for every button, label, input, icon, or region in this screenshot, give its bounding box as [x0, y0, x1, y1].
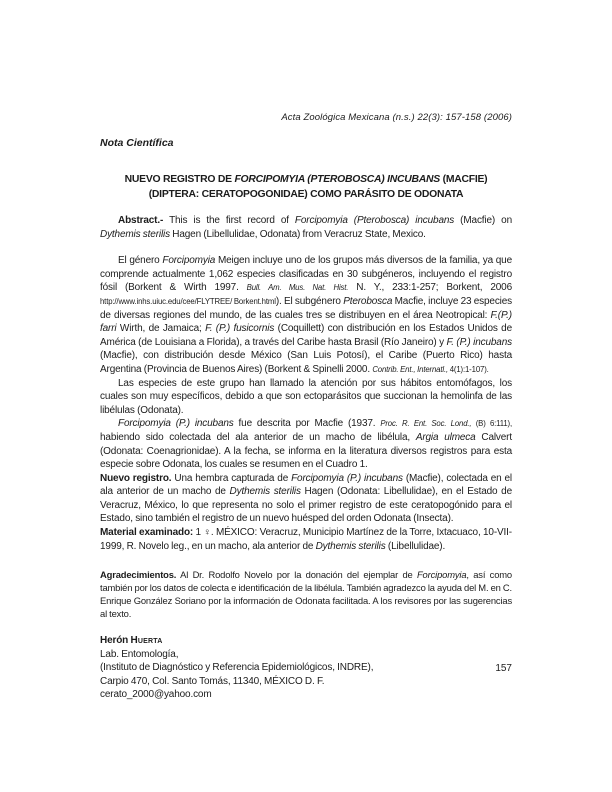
text-run: NUEVO REGISTRO DE [124, 174, 235, 185]
text-run: http://www.inhs.uiuc.edu/cee/FLYTREE/ Borkent.html [100, 296, 276, 306]
text-run: El género [118, 255, 163, 267]
text-run: (Libellulidae). [385, 540, 446, 552]
text-run: F. (P.) fusicornis [205, 323, 275, 335]
text-run: Hagen (Odonata: Libellulidae), en el Estado de Veracruz, México, lo que representa no solo el primer registro de este ceratopogónido para el Estado, sino también el registro de un nuevo huésped del orden Odonata (Insecta). [100, 486, 512, 525]
author-email [100, 688, 512, 702]
text-run: Herón [100, 635, 131, 647]
text-run: 1 ♀. MÉXICO: Veracruz, Municipio Martínez de la Torre, Ixtacuaco, 10-VII-1999, R. Novelo leg., en un macho, ala anterior de [100, 527, 512, 552]
text-run: Lab. Entomología, [100, 648, 179, 660]
text-column [100, 111, 512, 702]
section-label: Nota Científica [100, 137, 174, 149]
text-run: (MACFIE) [439, 174, 488, 185]
journal-citation-header: Acta Zoológica Mexicana (n.s.) 22(3): 157-158 (2006) [281, 112, 512, 123]
text-run: Forcipomyia (P.) incubans [118, 418, 234, 430]
acknowledgements [100, 568, 512, 620]
text-run: ). El subgénero [275, 295, 344, 307]
text-run: F. (P.) incubans [446, 336, 512, 348]
text-run: Al Dr. Rodolfo Novelo por la donación del ejemplar de [176, 569, 417, 581]
text-run: (Macfie) on [454, 215, 512, 226]
page-number: 157 [495, 663, 512, 674]
text-run: (Instituto de Diagnóstico y Referencia Epidemiológicos, INDRE), [100, 662, 374, 674]
text-run: Dythemis sterilis [315, 540, 386, 552]
text-run: Carpio 470, Col. Santo Tomás, 11340, MÉXICO D. F. [100, 675, 325, 687]
text-run: Forcipomyia [162, 255, 216, 267]
text-run: FORCIPOMYIA (PTEROBOSCA) INCUBANS [234, 174, 440, 185]
text-run: Bull. Am. Mus. Nat. Hist. [246, 283, 349, 293]
text-run: Argia ulmeca [415, 431, 476, 443]
paragraph-descripcion-macfie [100, 417, 512, 471]
text-run: Calvert (Odonata: Coenagrionidae). A la fecha, se informa en la literatura diversos registros para esta especie sobre Odonata, los cuales se resumen en el Cuadro 1. [100, 431, 512, 471]
text-run: Huerta [130, 635, 163, 647]
text-run: 4(1):1-107). [448, 364, 489, 374]
text-run: fue descrita por Macfie (1937. [233, 418, 381, 430]
article-title-line-2 [100, 187, 512, 202]
text-run: Material examinado: [100, 527, 194, 539]
article-title [100, 172, 512, 202]
text-run: Agradecimientos. [100, 569, 177, 581]
paragraph-nuevo-registro [100, 472, 512, 526]
text-run: (Coquillett) con distribución en los Estados Unidos de América (de Louisiana a Florida), a través del Caribe hasta Brasil (Río Janeiro) y [100, 323, 512, 348]
text-run: N. Y., 233:1-257; Borkent, 2006 [348, 282, 512, 294]
text-run: Meigen incluye uno de los grupos más diversos de la familia, ya que comprende actualmente 1,062 especies clasificadas en 30 subgéneros, incluyendo el registro fósil (Borkent & Wirth 1997. [100, 255, 512, 294]
author-address [100, 675, 512, 689]
article-title-line-1 [100, 172, 512, 187]
paragraph-genus-forcipomyia [100, 254, 512, 376]
text-run: Nuevo registro. [100, 472, 172, 484]
text-run: , así como también por los datos de colecta e identificación de la libélula. También agradezco la ayuda del M. en C. Enrique González Soriano por la información de Odonata facilitada. A los revisores por las sugerencias al texto. [100, 569, 512, 620]
text-run: Wirth, de Jamaica; [116, 323, 206, 335]
abstract [100, 214, 512, 241]
text-run: (Macfie), con distribución desde México (San Luis Potosí), el Caribe (Puerto Rico) hasta Argentina (Provincia de Buenos Aires) (Borkent & Spinelli 2000. [100, 350, 512, 375]
text-run: cerato_2000@yahoo.com [100, 689, 212, 701]
text-run: Abstract.- [118, 215, 164, 226]
text-run: This is the first record of [163, 215, 295, 226]
text-run: Contrib. Ent., Internatl., [372, 364, 448, 374]
text-run: (DIPTERA: CERATOPOGONIDAE) COMO PARÁSITO DE ODONATA [148, 189, 464, 200]
text-run: (B) 6:111), [471, 419, 513, 429]
text-run: Las especies de este grupo han llamado la atención por sus hábitos entomófagos, los cuales son muy específicos, debido a que son ectoparásitos que succionan la hemolinfa de las libélulas (Odonata). [100, 377, 512, 416]
text-run: habiendo sido colectada del ala anterior de un macho de libélula, [100, 431, 416, 443]
text-run: (Macfie), colectada en el ala anterior de un macho de [100, 472, 512, 498]
text-run: Forcipomyia (Pterobosca) incubans [294, 215, 455, 226]
text-run: F.(P.) farri [100, 309, 512, 335]
text-run: Proc. R. Ent. Soc. Lond., [380, 419, 472, 429]
text-run: Una hembra capturada de [171, 472, 292, 484]
text-run: Forcipomyia [416, 569, 467, 581]
author-lab [100, 648, 512, 662]
text-run: Macfie, incluye 23 especies de diversas regiones del mundo, de las cuales tres se distribuyen en el área Neotropical: [100, 295, 513, 321]
text-run: Dythemis sterilis [229, 486, 301, 498]
author-name [100, 634, 512, 648]
article-body [100, 214, 512, 702]
text-run: Hagen (Libellulidae, Odonata) from Veracruz State, Mexico. [169, 228, 426, 240]
text-run: Forcipomyia (P.) incubans [291, 472, 403, 484]
text-run: Dythemis sterilis [100, 228, 170, 240]
paragraph-material-examinado [100, 526, 512, 553]
text-run: Pterobosca [343, 295, 393, 307]
paragraph-habitos-entomofagos [100, 377, 512, 418]
